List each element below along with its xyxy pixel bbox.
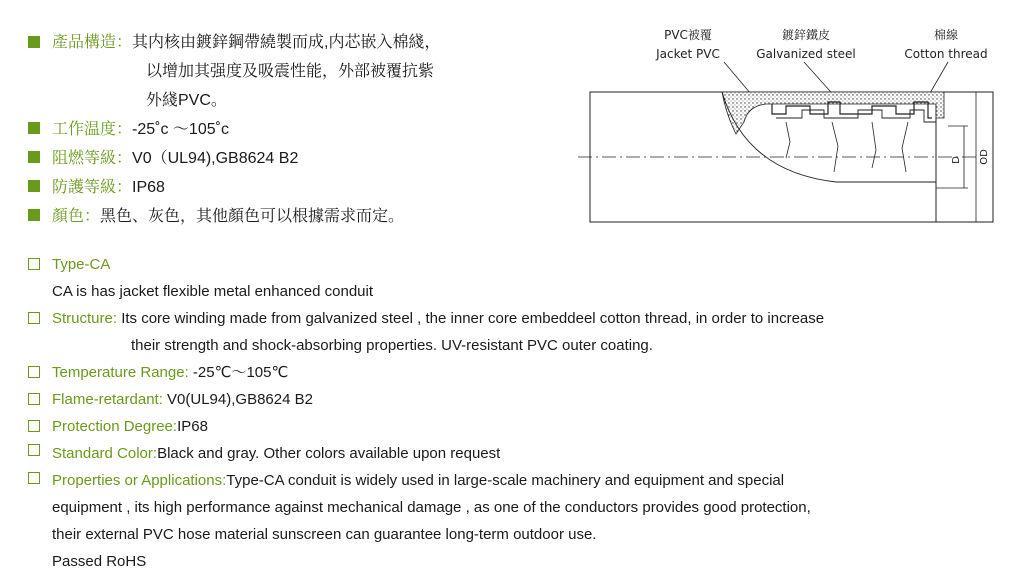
color-zh-value: 黑色、灰色，其他顏色可以根據需求而定。: [100, 208, 405, 225]
temp-zh-value: -25˚c ～105˚c: [132, 121, 229, 138]
type-label: Type-CA: [52, 256, 111, 273]
rohs-note: Passed RoHS: [52, 553, 147, 570]
temp-zh-row: [52, 120, 229, 140]
cotton-thread-2: [832, 122, 838, 172]
protect-zh-value: IP68: [132, 179, 165, 196]
structure-line-2: their strength and shock-absorbing properties. UV-resistant PVC outer coating.: [131, 337, 653, 354]
bullet-box-type: [28, 258, 40, 270]
bullet-box-protect: [28, 420, 40, 432]
leader-line-pvc: [724, 62, 751, 94]
bullet-box-flame: [28, 393, 40, 405]
bullet-box-properties: [28, 472, 40, 484]
color-zh-row: [52, 207, 404, 227]
label-steel-en: Galvanized steel: [756, 47, 856, 61]
color-value: Black and gray. Other colors available upon request: [157, 445, 501, 462]
label-pvc-en: Jacket PVC: [656, 47, 720, 61]
flame-row: [52, 390, 313, 410]
properties-label: Properties or Applications:: [52, 472, 227, 489]
cotton-thread-1: [786, 122, 790, 158]
structure-zh-line-3: 外綫PVC。: [146, 92, 227, 109]
protect-label: Protection Degree:: [52, 418, 178, 435]
structure-line-1: Its core winding made from galvanized steel , the inner core embeddeel cotton thread, in order to increase: [117, 310, 825, 327]
protect-value: IP68: [177, 418, 208, 435]
flame-value: V0(UL94),GB8624 B2: [162, 391, 313, 408]
bullet-square-protect-zh: [28, 180, 40, 192]
protect-zh-row: [52, 178, 165, 198]
temp-row: [52, 363, 288, 383]
temp-zh-label: 工作温度：: [52, 121, 133, 138]
bullet-square-structure-zh: [28, 36, 40, 48]
label-cotton-zh: 棉線: [933, 28, 959, 42]
cotton-thread-4: [902, 122, 908, 172]
temp-label: Temperature Range:: [52, 364, 189, 381]
label-pvc-zh: PVC被覆: [664, 28, 712, 42]
structure-row: [52, 309, 824, 329]
type-description: CA is has jacket flexible metal enhanced conduit: [52, 283, 374, 300]
properties-line-2: equipment , its high performance against mechanical damage , as one of the conductors provides good protection,: [52, 499, 811, 516]
color-label: Standard Color:: [52, 445, 158, 462]
bullet-box-structure: [28, 312, 40, 324]
pvc-jacket-layer: [722, 92, 944, 134]
properties-line-3: their external PVC hose material sunscreen can guarantee long-term outdoor use.: [52, 526, 597, 543]
conduit-cross-section-diagram: [576, 22, 1001, 226]
label-steel-zh: 鍍鋅鐵皮: [781, 28, 831, 42]
structure-zh-row: [52, 33, 440, 53]
dimension-label-d: D: [951, 156, 962, 164]
bullet-box-color: [28, 444, 40, 456]
temp-value: -25℃～105℃: [188, 364, 289, 381]
steel-strip-inner: [776, 110, 936, 122]
bullet-square-color-zh: [28, 209, 40, 221]
bullet-square-temp-zh: [28, 122, 40, 134]
flame-zh-value: V0（UL94),GB8624 B2: [132, 150, 299, 167]
properties-row: [52, 471, 784, 491]
dimension-label-od: OD: [979, 149, 990, 165]
structure-zh-line-2: 以增加其强度及吸震性能，外部被覆抗紫: [146, 63, 435, 80]
cotton-thread-3: [872, 122, 876, 168]
flame-zh-row: [52, 149, 298, 169]
flame-label: Flame-retardant:: [52, 391, 163, 408]
flame-zh-label: 阻燃等級：: [52, 150, 133, 167]
properties-line-1: Type-CA conduit is widely used in large-scale machinery and equipment and special: [226, 472, 785, 489]
color-zh-label: 顏色：: [52, 208, 101, 225]
protect-zh-label: 防護等級：: [52, 179, 133, 196]
bullet-box-temp: [28, 366, 40, 378]
color-row: [52, 444, 500, 464]
structure-label: Structure:: [52, 310, 118, 327]
label-cotton-en: Cotton thread: [904, 47, 988, 61]
protect-row: [52, 417, 208, 437]
structure-zh-label: 產品構造：: [52, 34, 133, 51]
bullet-square-flame-zh: [28, 151, 40, 163]
structure-zh-line-1: 其内核由鍍鋅鋼帶繞製而成,内芯嵌入棉綫，: [132, 34, 441, 51]
